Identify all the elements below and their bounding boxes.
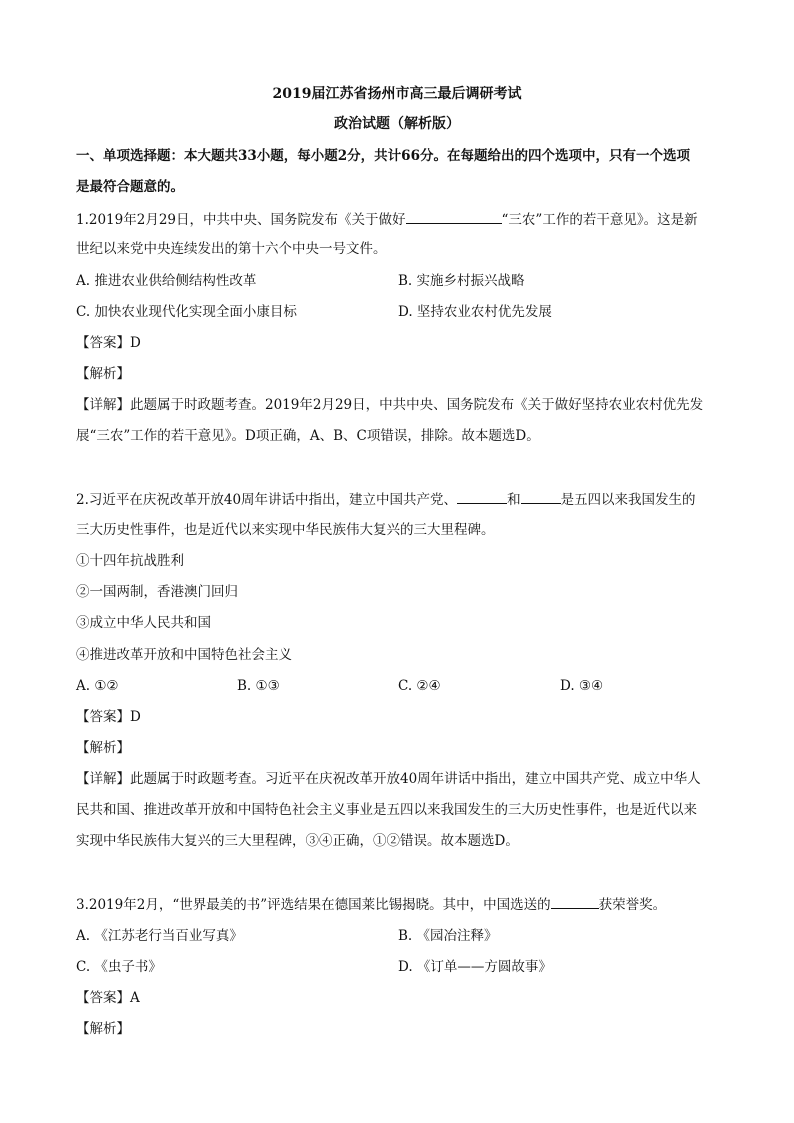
document-subtitle: 政治试题（解析版） [334,116,460,132]
q1-option-a: A. 推进农业供给侧结构性改革 [76,273,257,289]
q2-stem-line1 [76,489,696,510]
q2-detail-line3: 实现中华民族伟大复兴的三大里程碑，③④正确，①②错误。故本题选D。 [76,833,519,849]
q2-item-2: ②一国两制，香港澳门回归 [76,584,238,600]
q2-fill-blank-2 [521,489,561,504]
q2-option-b: B. ①③ [237,678,280,694]
q1-stem-line2: 世纪以来党中央连续发出的第十六个中央一号文件。 [76,241,387,257]
q1-stem-part-a: 1.2019年2月29日，中共中央、国务院发布《关于做好 [76,212,406,228]
q2-stem-part-b: 和 [507,492,521,508]
q2-stem-part-c: 是五四以来我国发生的 [560,492,696,508]
q2-option-c: C. ②④ [398,678,441,694]
q3-stem-part-a: 3.2019年2月，“世界最美的书”评选结果在德国莱比锡揭晓。其中，中国选送的 [76,897,551,913]
q2-detail-line1: 【详解】此题属于时政题考查。习近平在庆祝改革开放40周年讲话中指出，建立中国共产党、成立中华人 [76,771,701,787]
q2-item-3: ③成立中华人民共和国 [76,615,211,631]
q2-item-1: ①十四年抗战胜利 [76,553,184,569]
q1-answer-label: 【答案】 [76,335,130,351]
q1-stem-line1 [76,209,698,230]
q2-option-a: A. ①② [76,678,119,694]
q1-fill-blank [406,209,502,224]
section-heading-line2: 是最符合题意的。 [76,179,184,195]
q3-answer-label: 【答案】 [76,990,130,1006]
q2-stem-part-a: 2.习近平在庆祝改革开放40周年讲话中指出，建立中国共产党、 [76,492,458,508]
q1-detail-line2: 展“三农”工作的若干意见》。D项正确，A、B、C项错误，排除。故本题选D。 [76,428,540,444]
q1-detail-line1: 【详解】此题属于时政题考查。2019年2月29日，中共中央、国务院发布《关于做好坚持农业农村优先发 [76,397,704,413]
q1-answer-value: D [130,335,141,351]
q3-option-c: C. 《虫子书》 [76,959,162,975]
q3-stem-part-b: 获荣誉奖。 [598,897,667,913]
q2-item-4: ④推进改革开放和中国特色社会主义 [76,647,292,663]
document-title: 2019届江苏省扬州市高三最后调研考试 [272,86,522,102]
q2-stem-line2: 三大历史性事件，也是近代以来实现中华民族伟大复兴的三大里程碑。 [76,522,495,538]
q3-option-a: A. 《江苏老行当百业写真》 [76,928,243,944]
q1-option-d: D. 坚持农业农村优先发展 [398,304,552,320]
q2-answer [76,707,141,727]
q3-answer [76,988,140,1008]
q3-answer-value: A [130,990,140,1006]
q2-answer-label: 【答案】 [76,709,130,725]
q2-answer-value: D [130,709,141,725]
q2-fill-blank-1 [457,489,507,504]
q3-analysis-label: 【解析】 [76,1021,130,1037]
q1-analysis-label: 【解析】 [76,366,130,382]
q1-option-c: C. 加快农业现代化实现全面小康目标 [76,304,297,320]
q3-fill-blank [551,894,599,909]
section-heading-line1: 一、单项选择题：本大题共33小题，每小题2分，共计66分。在每题给出的四个选项中，只有一个选项 [76,148,690,164]
q1-stem-part-b: “三农”工作的若干意见》。这是新 [501,212,698,228]
q2-detail-line2: 民共和国、推进改革开放和中国特色社会主义事业是五四以来我国发生的三大历史性事件，也是近代以来 [76,802,697,818]
q3-option-d: D. 《订单——方圆故事》 [398,959,552,975]
q2-analysis-label: 【解析】 [76,740,130,756]
q1-answer [76,333,141,353]
q1-option-b: B. 实施乡村振兴战略 [398,273,525,289]
q3-stem-line1 [76,894,666,915]
q3-option-b: B. 《园冶注释》 [398,928,498,944]
q2-option-d: D. ③④ [560,678,604,694]
